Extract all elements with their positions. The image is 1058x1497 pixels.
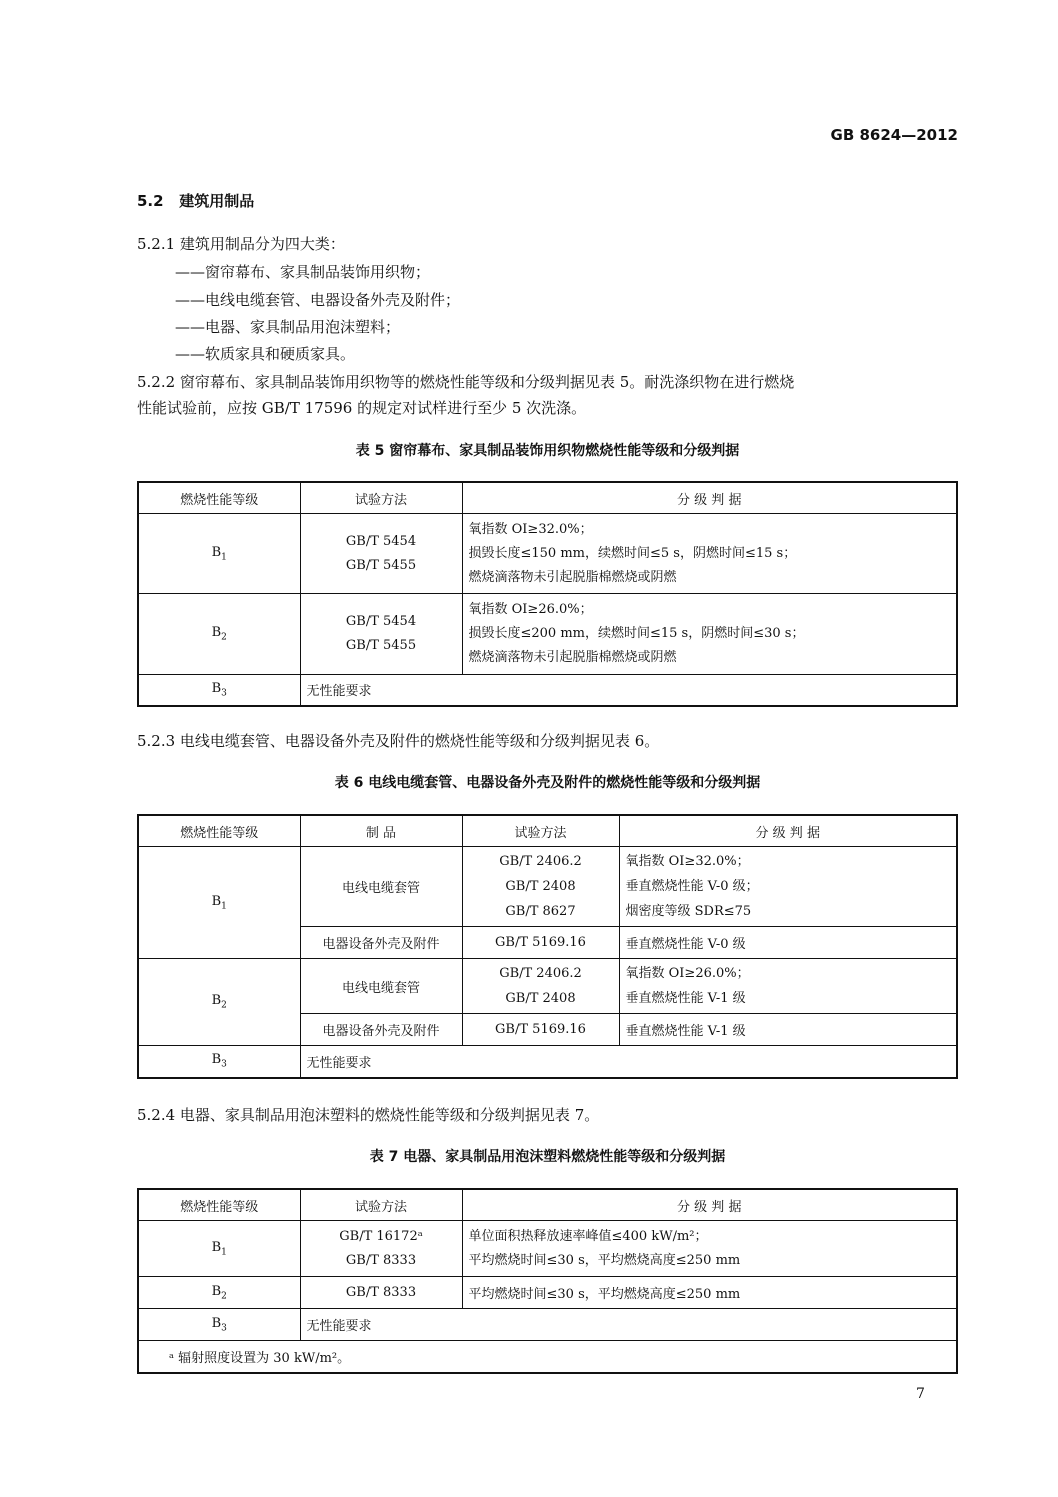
criteria-cell: 平均燃烧时间≤30 s，平均燃烧高度≤250 mm: [462, 1277, 957, 1309]
criteria-cell: 氧指数 OI≥32.0%； 垂直燃烧性能 V-0 级； 烟密度等级 SDR≤75: [619, 847, 957, 927]
col-header: 试验方法: [300, 482, 462, 514]
criteria-cell: 无性能要求: [300, 1046, 957, 1078]
section-heading: [137, 190, 254, 211]
criteria-cell: 单位面积热释放速率峰值≤400 kW/m²； 平均燃烧时间≤30 s，平均燃烧高度≤250 mm: [462, 1221, 957, 1277]
col-header: 制 品: [300, 815, 462, 847]
table-row: [138, 514, 957, 594]
page-number: 7: [916, 1386, 925, 1402]
grade-cell: $B_2$: [138, 594, 300, 675]
grade-cell: $B_2$: [138, 959, 300, 1046]
criteria-cell: 垂直燃烧性能 V-0 级: [619, 927, 957, 959]
table-footnote-row: [138, 1341, 957, 1373]
col-header: 燃烧性能等级: [138, 1189, 300, 1221]
table7-caption: 表 7 电器、家具制品用泡沫塑料燃烧性能等级和分级判据: [369, 1149, 726, 1165]
section-number: 5.2: [137, 192, 164, 210]
clause-5-2-4: 5.2.4 电器、家具制品用泡沫塑料的燃烧性能等级和分级判据见表 7。: [137, 1106, 600, 1124]
table-header-row: [138, 815, 957, 847]
method-cell: GB/T 16172ᵃ GB/T 8333: [300, 1221, 462, 1277]
method-cell: GB/T 5454 GB/T 5455: [300, 594, 462, 675]
table5: [137, 481, 958, 707]
method-cell: GB/T 5454 GB/T 5455: [300, 514, 462, 594]
method-cell: GB/T 5169.16: [462, 1014, 619, 1046]
table-row: [138, 847, 957, 927]
table-row: [138, 594, 957, 675]
table7: [137, 1188, 958, 1374]
table5-caption: 表 5 窗帘幕布、家具制品装饰用织物燃烧性能等级和分级判据: [355, 443, 740, 459]
table-row: [138, 1277, 957, 1309]
col-header: 试验方法: [300, 1189, 462, 1221]
standard-number: GB 8624—2012: [830, 126, 958, 144]
col-header: 试验方法: [462, 815, 619, 847]
grade-cell: $B_3$: [138, 1046, 300, 1078]
table-row: [138, 959, 957, 1014]
col-header: 分 级 判 据: [462, 482, 957, 514]
clause-5-2-2-line2: 性能试验前，应按 GB/T 17596 的规定对试样进行至少 5 次洗涤。: [137, 399, 587, 417]
criteria-cell: 垂直燃烧性能 V-1 级: [619, 1014, 957, 1046]
table-header-row: [138, 482, 957, 514]
criteria-cell: 无性能要求: [300, 1309, 957, 1341]
table-row: [138, 1046, 957, 1078]
col-header: 分 级 判 据: [462, 1189, 957, 1221]
clause-5-2-2-line1: 5.2.2 窗帘幕布、家具制品装饰用织物等的燃烧性能等级和分级判据见表 5。耐洗涤织物在进行燃烧: [137, 373, 795, 391]
table-row: [138, 675, 957, 706]
col-header: 燃烧性能等级: [138, 482, 300, 514]
table-header-row: [138, 1189, 957, 1221]
col-header: 燃烧性能等级: [138, 815, 300, 847]
list-item: ——软质家具和硬质家具。: [175, 345, 356, 363]
table6: [137, 814, 958, 1079]
product-cell: 电线电缆套管: [300, 959, 462, 1014]
list-item: ——电器、家具制品用泡沫塑料；: [175, 318, 401, 336]
grade-cell: $B_1$: [138, 514, 300, 594]
criteria-cell: 氧指数 OI≥32.0%； 损毁长度≤150 mm，续燃时间≤5 s，阴燃时间≤15 s； 燃烧滴落物未引起脱脂棉燃烧或阴燃: [462, 514, 957, 594]
method-cell: GB/T 2406.2 GB/T 2408 GB/T 8627: [462, 847, 619, 927]
clause-5-2-2: [137, 372, 959, 418]
product-cell: 电线电缆套管: [300, 847, 462, 927]
grade-cell: $B_2$: [138, 1277, 300, 1309]
table-row: [138, 1221, 957, 1277]
clause-5-2-1: 5.2.1 建筑用制品分为四大类：: [137, 235, 345, 253]
section-title: 建筑用制品: [179, 192, 255, 210]
grade-cell: $B_3$: [138, 675, 300, 706]
criteria-cell: 氧指数 OI≥26.0%； 垂直燃烧性能 V-1 级: [619, 959, 957, 1014]
criteria-cell: 无性能要求: [300, 675, 957, 706]
table7-footnote: ᵃ 辐射照度设置为 30 kW/m²。: [138, 1341, 957, 1373]
table6-caption: 表 6 电线电缆套管、电器设备外壳及附件的燃烧性能等级和分级判据: [334, 775, 761, 791]
criteria-cell: 氧指数 OI≥26.0%； 损毁长度≤200 mm，续燃时间≤15 s，阴燃时间≤30 s； 燃烧滴落物未引起脱脂棉燃烧或阴燃: [462, 594, 957, 675]
col-header: 分 级 判 据: [619, 815, 957, 847]
method-cell: GB/T 5169.16: [462, 927, 619, 959]
list-item: ——窗帘幕布、家具制品装饰用织物；: [175, 263, 431, 281]
method-cell: GB/T 8333: [300, 1277, 462, 1309]
grade-cell: $B_1$: [138, 1221, 300, 1277]
grade-cell: $B_3$: [138, 1309, 300, 1341]
grade-cell: $B_1$: [138, 847, 300, 959]
table-row: [138, 1309, 957, 1341]
product-cell: 电器设备外壳及附件: [300, 1014, 462, 1046]
method-cell: GB/T 2406.2 GB/T 2408: [462, 959, 619, 1014]
clause-5-2-3: 5.2.3 电线电缆套管、电器设备外壳及附件的燃烧性能等级和分级判据见表 6。: [137, 732, 660, 750]
product-cell: 电器设备外壳及附件: [300, 927, 462, 959]
list-item: ——电线电缆套管、电器设备外壳及附件；: [175, 291, 461, 309]
